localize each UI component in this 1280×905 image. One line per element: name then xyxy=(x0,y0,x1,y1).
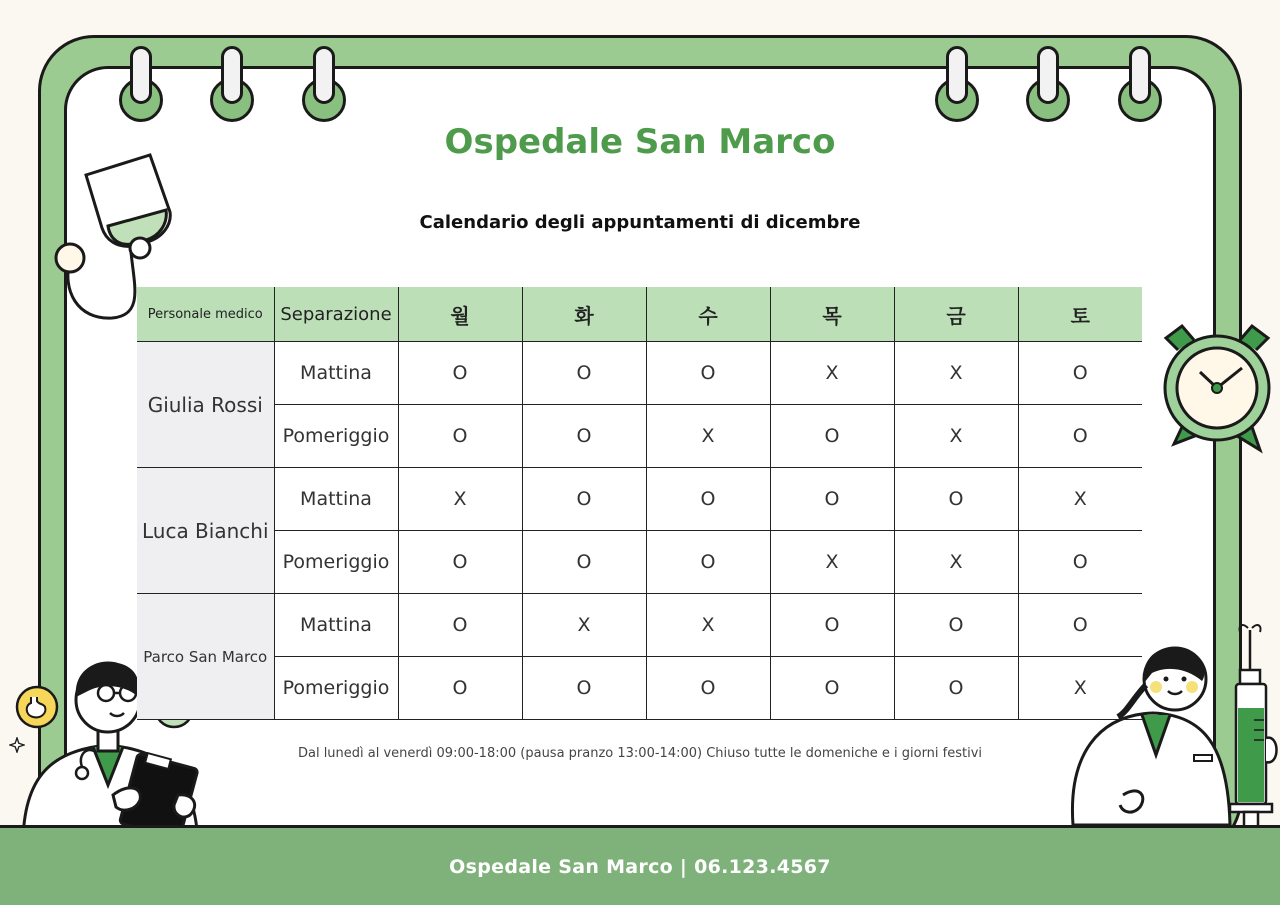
header-separation: Separazione xyxy=(274,287,398,342)
staff-name: Luca Bianchi xyxy=(137,468,274,594)
availability-cell: O xyxy=(646,657,770,720)
availability-cell: X xyxy=(894,531,1018,594)
page-title: Ospedale San Marco xyxy=(444,122,836,162)
availability-cell: O xyxy=(894,468,1018,531)
availability-cell: X xyxy=(646,405,770,468)
header-day: 목 xyxy=(770,287,894,342)
availability-cell: O xyxy=(646,468,770,531)
availability-cell: O xyxy=(522,468,646,531)
header-day: 월 xyxy=(398,287,522,342)
shift-label: Pomeriggio xyxy=(274,657,398,720)
shift-label: Mattina xyxy=(274,594,398,657)
availability-cell: O xyxy=(398,531,522,594)
availability-cell: O xyxy=(1018,594,1142,657)
availability-cell: X xyxy=(646,594,770,657)
table-header-row xyxy=(137,287,1142,342)
availability-cell: O xyxy=(646,531,770,594)
availability-cell: O xyxy=(1018,531,1142,594)
table-row xyxy=(137,468,1142,531)
page-subtitle: Calendario degli appuntamenti di dicembre xyxy=(419,212,861,233)
availability-cell: O xyxy=(894,594,1018,657)
header-day: 화 xyxy=(522,287,646,342)
availability-cell: O xyxy=(398,657,522,720)
availability-cell: X xyxy=(1018,468,1142,531)
availability-cell: O xyxy=(522,531,646,594)
availability-cell: O xyxy=(646,342,770,405)
availability-cell: O xyxy=(1018,342,1142,405)
availability-cell: O xyxy=(770,657,894,720)
footer-contact: Ospedale San Marco | 06.123.4567 xyxy=(449,855,831,878)
staff-name: Giulia Rossi xyxy=(137,342,274,468)
syringe-icon xyxy=(1228,620,1280,835)
alarm-clock-icon xyxy=(1160,322,1275,454)
availability-cell: X xyxy=(894,405,1018,468)
availability-cell: X xyxy=(398,468,522,531)
shift-label: Pomeriggio xyxy=(274,405,398,468)
header-day: 토 xyxy=(1018,287,1142,342)
shift-label: Mattina xyxy=(274,342,398,405)
availability-cell: O xyxy=(770,468,894,531)
opening-hours-note: Dal lunedì al venerdì 09:00-18:00 (pausa pranzo 13:00-14:00) Chiuso tutte le domeniche e i giorni festivi xyxy=(297,746,983,761)
table-row xyxy=(137,531,1142,594)
table-row xyxy=(137,405,1142,468)
header-day: 수 xyxy=(646,287,770,342)
table-row xyxy=(137,594,1142,657)
availability-cell: O xyxy=(770,405,894,468)
availability-cell: O xyxy=(522,342,646,405)
availability-cell: O xyxy=(398,594,522,657)
availability-cell: O xyxy=(770,594,894,657)
table-row xyxy=(137,657,1142,720)
availability-cell: X xyxy=(770,531,894,594)
availability-cell: X xyxy=(1018,657,1142,720)
availability-cell: X xyxy=(770,342,894,405)
header-day: 금 xyxy=(894,287,1018,342)
availability-cell: O xyxy=(894,657,1018,720)
header-staff: Personale medico xyxy=(137,287,274,342)
availability-cell: O xyxy=(398,342,522,405)
availability-cell: O xyxy=(522,657,646,720)
shift-label: Pomeriggio xyxy=(274,531,398,594)
availability-cell: O xyxy=(1018,405,1142,468)
appointment-table xyxy=(137,287,1142,720)
availability-cell: O xyxy=(398,405,522,468)
availability-cell: O xyxy=(522,405,646,468)
table-row xyxy=(137,342,1142,405)
availability-cell: X xyxy=(894,342,1018,405)
availability-cell: X xyxy=(522,594,646,657)
footer-bar xyxy=(0,825,1280,905)
shift-label: Mattina xyxy=(274,468,398,531)
staff-name: Parco San Marco xyxy=(137,594,274,720)
